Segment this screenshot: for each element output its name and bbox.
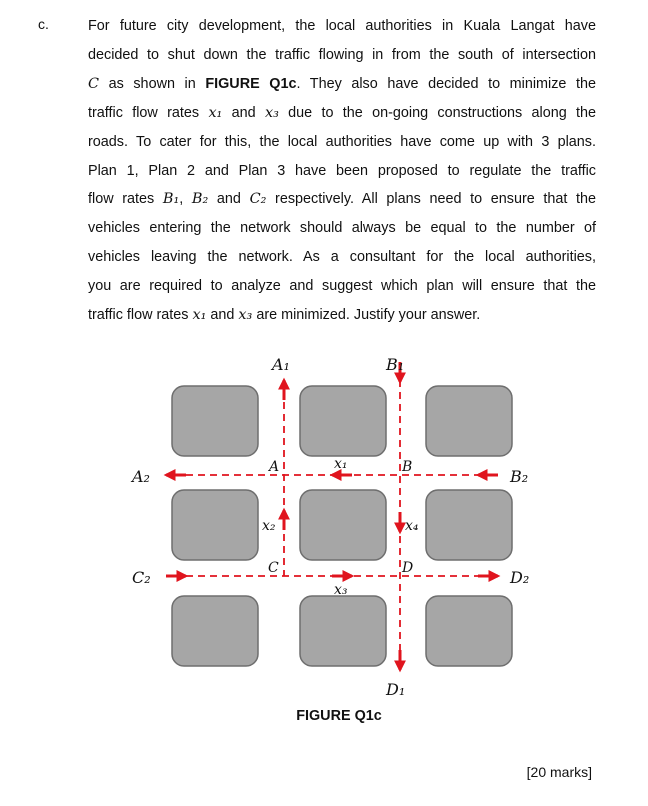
node-b: B	[402, 459, 413, 475]
city-block	[426, 596, 512, 666]
city-block	[172, 386, 258, 456]
line-1: For future city development, the local authorities in Kuala Langat have	[88, 18, 596, 34]
marks-label: [20 marks]	[526, 764, 592, 780]
city-block	[426, 490, 512, 560]
question-label: c.	[38, 16, 49, 32]
figure-ref: FIGURE Q1c	[205, 75, 297, 92]
question-text	[88, 12, 596, 330]
city-block	[300, 490, 386, 560]
label-b2: B₂	[510, 467, 529, 486]
line-8: vehicles entering the network should always be equal to the number of	[88, 220, 596, 237]
line-4: traffic flow rates x₁ and x₃ due to the on-going constructions along the	[88, 104, 597, 121]
label-b1: B₁	[386, 355, 405, 374]
line-5: roads. To cater for this, the local authorities have come up with 3 plans.	[88, 133, 596, 150]
city-block	[300, 386, 386, 456]
line-10: you are required to analyze and suggest which plan will ensure that the	[88, 278, 596, 295]
label-c2: C₂	[132, 568, 151, 587]
label-x4: x₄	[405, 518, 419, 534]
city-block	[300, 596, 386, 666]
line-7: flow rates B₁, B₂ and C₂ respectively. All plans need to ensure that the	[88, 191, 597, 208]
label-x2: x₂	[262, 518, 276, 534]
label-a2: A₂	[132, 467, 150, 486]
city-block	[172, 490, 258, 560]
node-a: A	[269, 459, 280, 475]
line-2: decided to shut down the traffic flowing in from the south of intersection	[88, 46, 596, 63]
label-a1: A₁	[272, 355, 290, 374]
label-x1: x₁	[334, 456, 348, 472]
city-block	[426, 386, 512, 456]
traffic-network-figure	[0, 340, 648, 730]
node-c: C	[268, 560, 279, 576]
label-d2: D₂	[510, 568, 530, 587]
line-11: traffic flow rates x₁ and x₃ are minimized. Justify your answer.	[88, 307, 481, 324]
line-3: C as shown in FIGURE Q1c. They also have decided to minimize the	[88, 75, 596, 92]
line-9: vehicles leaving the network. As a consultant for the local authorities,	[88, 249, 596, 266]
line-6: Plan 1, Plan 2 and Plan 3 have been proposed to regulate the traffic	[88, 162, 596, 179]
label-d1: D₁	[386, 680, 406, 699]
sym-c: C	[88, 75, 100, 92]
label-x3: x₃	[334, 582, 348, 598]
node-d: D	[402, 560, 414, 576]
figure-caption: FIGURE Q1c	[296, 708, 382, 724]
city-block	[172, 596, 258, 666]
